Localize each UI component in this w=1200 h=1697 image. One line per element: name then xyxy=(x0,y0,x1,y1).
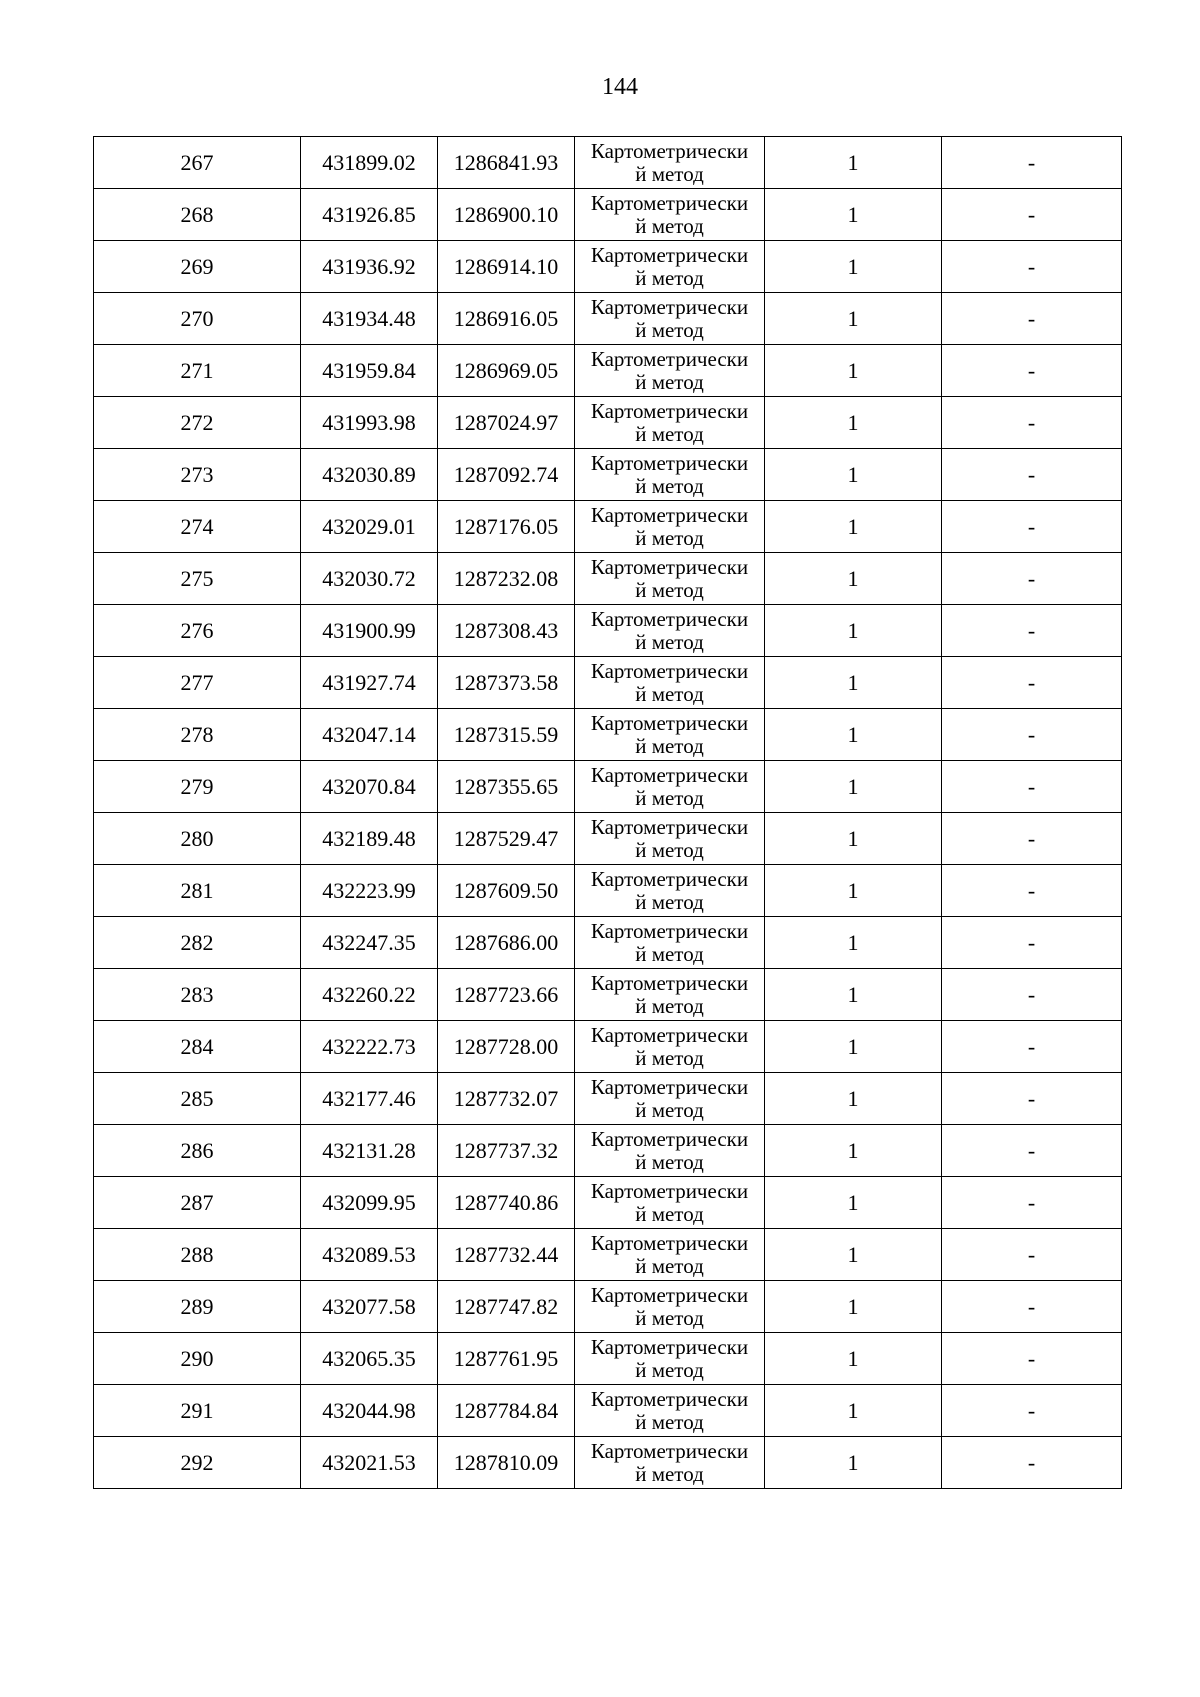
coordinates-table xyxy=(93,136,1122,1489)
note-cell: - xyxy=(942,189,1122,241)
table-row xyxy=(94,189,1122,241)
accuracy-cell: 1 xyxy=(765,293,942,345)
method-cell xyxy=(575,1125,765,1177)
note-cell: - xyxy=(942,605,1122,657)
table-row xyxy=(94,449,1122,501)
method-line-1: Картометрически xyxy=(590,190,749,215)
note-cell: - xyxy=(942,709,1122,761)
x-coordinate-cell: 432177.46 xyxy=(301,1073,438,1125)
x-coordinate-cell: 431959.84 xyxy=(301,345,438,397)
table-row xyxy=(94,137,1122,189)
point-number-cell: 285 xyxy=(94,1073,301,1125)
point-number-cell: 290 xyxy=(94,1333,301,1385)
x-coordinate-cell: 431900.99 xyxy=(301,605,438,657)
y-coordinate-cell: 1287810.09 xyxy=(438,1437,575,1489)
method-line-1: Картометрически xyxy=(590,398,749,423)
point-number-cell: 274 xyxy=(94,501,301,553)
method-line-1: Картометрически xyxy=(590,814,749,839)
method-cell xyxy=(575,969,765,1021)
page-number: 144 xyxy=(602,74,638,100)
method-line-1: Картометрически xyxy=(590,1386,749,1411)
y-coordinate-cell: 1286969.05 xyxy=(438,345,575,397)
method-line-1: Картометрически xyxy=(590,502,749,527)
accuracy-cell: 1 xyxy=(765,865,942,917)
accuracy-cell: 1 xyxy=(765,1073,942,1125)
point-number-cell: 273 xyxy=(94,449,301,501)
table-row xyxy=(94,397,1122,449)
y-coordinate-cell: 1287728.00 xyxy=(438,1021,575,1073)
note-cell: - xyxy=(942,1333,1122,1385)
note-cell: - xyxy=(942,1385,1122,1437)
x-coordinate-cell: 432029.01 xyxy=(301,501,438,553)
method-cell xyxy=(575,397,765,449)
method-line-1: Картометрически xyxy=(590,1334,749,1359)
point-number-cell: 286 xyxy=(94,1125,301,1177)
method-cell xyxy=(575,813,765,865)
note-cell: - xyxy=(942,241,1122,293)
accuracy-cell: 1 xyxy=(765,605,942,657)
y-coordinate-cell: 1287686.00 xyxy=(438,917,575,969)
accuracy-cell: 1 xyxy=(765,553,942,605)
accuracy-cell: 1 xyxy=(765,449,942,501)
accuracy-cell: 1 xyxy=(765,1385,942,1437)
method-line-2: й метод xyxy=(635,1409,704,1434)
method-line-2: й метод xyxy=(635,993,704,1018)
table-row xyxy=(94,1229,1122,1281)
note-cell: - xyxy=(942,917,1122,969)
accuracy-cell: 1 xyxy=(765,137,942,189)
point-number-cell: 281 xyxy=(94,865,301,917)
method-line-2: й метод xyxy=(635,1461,704,1486)
method-line-2: й метод xyxy=(635,1357,704,1382)
point-number-cell: 282 xyxy=(94,917,301,969)
method-cell xyxy=(575,709,765,761)
x-coordinate-cell: 432223.99 xyxy=(301,865,438,917)
y-coordinate-cell: 1287529.47 xyxy=(438,813,575,865)
y-coordinate-cell: 1287609.50 xyxy=(438,865,575,917)
method-cell xyxy=(575,865,765,917)
point-number-cell: 288 xyxy=(94,1229,301,1281)
accuracy-cell: 1 xyxy=(765,397,942,449)
note-cell: - xyxy=(942,1125,1122,1177)
table-row xyxy=(94,657,1122,709)
method-cell xyxy=(575,1021,765,1073)
method-line-2: й метод xyxy=(635,1097,704,1122)
method-cell xyxy=(575,189,765,241)
accuracy-cell: 1 xyxy=(765,1229,942,1281)
method-line-2: й метод xyxy=(635,837,704,862)
y-coordinate-cell: 1287373.58 xyxy=(438,657,575,709)
accuracy-cell: 1 xyxy=(765,1437,942,1489)
accuracy-cell: 1 xyxy=(765,345,942,397)
method-line-2: й метод xyxy=(635,1201,704,1226)
y-coordinate-cell: 1287232.08 xyxy=(438,553,575,605)
table-row xyxy=(94,709,1122,761)
x-coordinate-cell: 432089.53 xyxy=(301,1229,438,1281)
table-row xyxy=(94,813,1122,865)
x-coordinate-cell: 432247.35 xyxy=(301,917,438,969)
point-number-cell: 277 xyxy=(94,657,301,709)
method-line-1: Картометрически xyxy=(590,762,749,787)
method-line-2: й метод xyxy=(635,161,704,186)
table-row xyxy=(94,1385,1122,1437)
method-cell xyxy=(575,241,765,293)
point-number-cell: 271 xyxy=(94,345,301,397)
y-coordinate-cell: 1287176.05 xyxy=(438,501,575,553)
method-line-1: Картометрически xyxy=(590,970,749,995)
x-coordinate-cell: 431934.48 xyxy=(301,293,438,345)
x-coordinate-cell: 432030.72 xyxy=(301,553,438,605)
method-cell xyxy=(575,1177,765,1229)
method-line-1: Картометрически xyxy=(590,242,749,267)
accuracy-cell: 1 xyxy=(765,657,942,709)
method-line-2: й метод xyxy=(635,265,704,290)
table-row xyxy=(94,865,1122,917)
x-coordinate-cell: 431927.74 xyxy=(301,657,438,709)
note-cell: - xyxy=(942,293,1122,345)
x-coordinate-cell: 431926.85 xyxy=(301,189,438,241)
point-number-cell: 270 xyxy=(94,293,301,345)
method-line-1: Картометрически xyxy=(590,1022,749,1047)
y-coordinate-cell: 1286841.93 xyxy=(438,137,575,189)
point-number-cell: 278 xyxy=(94,709,301,761)
point-number-cell: 275 xyxy=(94,553,301,605)
accuracy-cell: 1 xyxy=(765,813,942,865)
method-cell xyxy=(575,293,765,345)
method-cell xyxy=(575,1437,765,1489)
accuracy-cell: 1 xyxy=(765,1177,942,1229)
y-coordinate-cell: 1287747.82 xyxy=(438,1281,575,1333)
method-cell xyxy=(575,137,765,189)
method-line-1: Картометрически xyxy=(590,1438,749,1463)
accuracy-cell: 1 xyxy=(765,969,942,1021)
method-line-1: Картометрически xyxy=(590,138,749,163)
point-number-cell: 289 xyxy=(94,1281,301,1333)
table-row xyxy=(94,1073,1122,1125)
x-coordinate-cell: 432030.89 xyxy=(301,449,438,501)
method-line-2: й метод xyxy=(635,577,704,602)
x-coordinate-cell: 432077.58 xyxy=(301,1281,438,1333)
x-coordinate-cell: 432070.84 xyxy=(301,761,438,813)
note-cell: - xyxy=(942,813,1122,865)
method-cell xyxy=(575,917,765,969)
table-row xyxy=(94,1333,1122,1385)
y-coordinate-cell: 1287732.07 xyxy=(438,1073,575,1125)
y-coordinate-cell: 1287740.86 xyxy=(438,1177,575,1229)
note-cell: - xyxy=(942,657,1122,709)
x-coordinate-cell: 432099.95 xyxy=(301,1177,438,1229)
method-cell xyxy=(575,345,765,397)
point-number-cell: 272 xyxy=(94,397,301,449)
method-line-1: Картометрически xyxy=(590,294,749,319)
method-line-2: й метод xyxy=(635,1305,704,1330)
note-cell: - xyxy=(942,1073,1122,1125)
method-line-1: Картометрически xyxy=(590,450,749,475)
y-coordinate-cell: 1287092.74 xyxy=(438,449,575,501)
point-number-cell: 284 xyxy=(94,1021,301,1073)
point-number-cell: 267 xyxy=(94,137,301,189)
accuracy-cell: 1 xyxy=(765,1021,942,1073)
method-cell xyxy=(575,1229,765,1281)
note-cell: - xyxy=(942,865,1122,917)
method-line-2: й метод xyxy=(635,681,704,706)
accuracy-cell: 1 xyxy=(765,709,942,761)
note-cell: - xyxy=(942,1177,1122,1229)
accuracy-cell: 1 xyxy=(765,761,942,813)
method-line-2: й метод xyxy=(635,1149,704,1174)
method-cell xyxy=(575,553,765,605)
method-line-2: й метод xyxy=(635,369,704,394)
y-coordinate-cell: 1286900.10 xyxy=(438,189,575,241)
accuracy-cell: 1 xyxy=(765,917,942,969)
table-row xyxy=(94,917,1122,969)
y-coordinate-cell: 1287723.66 xyxy=(438,969,575,1021)
point-number-cell: 287 xyxy=(94,1177,301,1229)
y-coordinate-cell: 1287024.97 xyxy=(438,397,575,449)
y-coordinate-cell: 1287732.44 xyxy=(438,1229,575,1281)
note-cell: - xyxy=(942,1437,1122,1489)
y-coordinate-cell: 1287761.95 xyxy=(438,1333,575,1385)
note-cell: - xyxy=(942,553,1122,605)
y-coordinate-cell: 1286916.05 xyxy=(438,293,575,345)
method-line-1: Картометрически xyxy=(590,606,749,631)
table-row xyxy=(94,1125,1122,1177)
note-cell: - xyxy=(942,969,1122,1021)
note-cell: - xyxy=(942,397,1122,449)
y-coordinate-cell: 1287784.84 xyxy=(438,1385,575,1437)
method-cell xyxy=(575,761,765,813)
method-cell xyxy=(575,1333,765,1385)
method-line-2: й метод xyxy=(635,1045,704,1070)
method-line-2: й метод xyxy=(635,733,704,758)
method-line-1: Картометрически xyxy=(590,554,749,579)
table-row xyxy=(94,1437,1122,1489)
method-cell xyxy=(575,1073,765,1125)
method-cell xyxy=(575,501,765,553)
method-line-1: Картометрически xyxy=(590,710,749,735)
method-cell xyxy=(575,1385,765,1437)
table-row xyxy=(94,1177,1122,1229)
note-cell: - xyxy=(942,1281,1122,1333)
table-row xyxy=(94,969,1122,1021)
method-line-2: й метод xyxy=(635,1253,704,1278)
x-coordinate-cell: 431899.02 xyxy=(301,137,438,189)
point-number-cell: 268 xyxy=(94,189,301,241)
table-row xyxy=(94,553,1122,605)
method-line-2: й метод xyxy=(635,317,704,342)
method-line-2: й метод xyxy=(635,213,704,238)
accuracy-cell: 1 xyxy=(765,1281,942,1333)
table-row xyxy=(94,1281,1122,1333)
note-cell: - xyxy=(942,761,1122,813)
accuracy-cell: 1 xyxy=(765,1125,942,1177)
method-cell xyxy=(575,449,765,501)
method-line-1: Картометрически xyxy=(590,1230,749,1255)
y-coordinate-cell: 1287355.65 xyxy=(438,761,575,813)
method-cell xyxy=(575,1281,765,1333)
method-line-1: Картометрически xyxy=(590,1178,749,1203)
method-line-1: Картометрически xyxy=(590,658,749,683)
method-line-2: й метод xyxy=(635,889,704,914)
method-line-2: й метод xyxy=(635,941,704,966)
x-coordinate-cell: 431936.92 xyxy=(301,241,438,293)
x-coordinate-cell: 432021.53 xyxy=(301,1437,438,1489)
x-coordinate-cell: 432044.98 xyxy=(301,1385,438,1437)
method-cell xyxy=(575,605,765,657)
note-cell: - xyxy=(942,1229,1122,1281)
x-coordinate-cell: 432222.73 xyxy=(301,1021,438,1073)
point-number-cell: 279 xyxy=(94,761,301,813)
method-line-2: й метод xyxy=(635,629,704,654)
y-coordinate-cell: 1287315.59 xyxy=(438,709,575,761)
method-line-2: й метод xyxy=(635,785,704,810)
method-line-1: Картометрически xyxy=(590,1126,749,1151)
point-number-cell: 269 xyxy=(94,241,301,293)
accuracy-cell: 1 xyxy=(765,501,942,553)
table-row xyxy=(94,241,1122,293)
y-coordinate-cell: 1287308.43 xyxy=(438,605,575,657)
x-coordinate-cell: 432131.28 xyxy=(301,1125,438,1177)
x-coordinate-cell: 432260.22 xyxy=(301,969,438,1021)
table-body xyxy=(94,137,1122,1489)
note-cell: - xyxy=(942,137,1122,189)
method-line-1: Картометрически xyxy=(590,918,749,943)
x-coordinate-cell: 431993.98 xyxy=(301,397,438,449)
point-number-cell: 292 xyxy=(94,1437,301,1489)
method-cell xyxy=(575,657,765,709)
accuracy-cell: 1 xyxy=(765,241,942,293)
method-line-2: й метод xyxy=(635,525,704,550)
method-line-1: Картометрически xyxy=(590,866,749,891)
point-number-cell: 276 xyxy=(94,605,301,657)
y-coordinate-cell: 1286914.10 xyxy=(438,241,575,293)
note-cell: - xyxy=(942,449,1122,501)
table-row xyxy=(94,501,1122,553)
point-number-cell: 291 xyxy=(94,1385,301,1437)
point-number-cell: 283 xyxy=(94,969,301,1021)
method-line-2: й метод xyxy=(635,421,704,446)
note-cell: - xyxy=(942,345,1122,397)
accuracy-cell: 1 xyxy=(765,189,942,241)
method-line-1: Картометрически xyxy=(590,1074,749,1099)
method-line-1: Картометрически xyxy=(590,346,749,371)
method-line-2: й метод xyxy=(635,473,704,498)
y-coordinate-cell: 1287737.32 xyxy=(438,1125,575,1177)
note-cell: - xyxy=(942,501,1122,553)
note-cell: - xyxy=(942,1021,1122,1073)
method-line-1: Картометрически xyxy=(590,1282,749,1307)
table-row xyxy=(94,761,1122,813)
x-coordinate-cell: 432189.48 xyxy=(301,813,438,865)
table-row xyxy=(94,345,1122,397)
point-number-cell: 280 xyxy=(94,813,301,865)
x-coordinate-cell: 432065.35 xyxy=(301,1333,438,1385)
table-row xyxy=(94,293,1122,345)
table-row xyxy=(94,605,1122,657)
x-coordinate-cell: 432047.14 xyxy=(301,709,438,761)
table-row xyxy=(94,1021,1122,1073)
accuracy-cell: 1 xyxy=(765,1333,942,1385)
